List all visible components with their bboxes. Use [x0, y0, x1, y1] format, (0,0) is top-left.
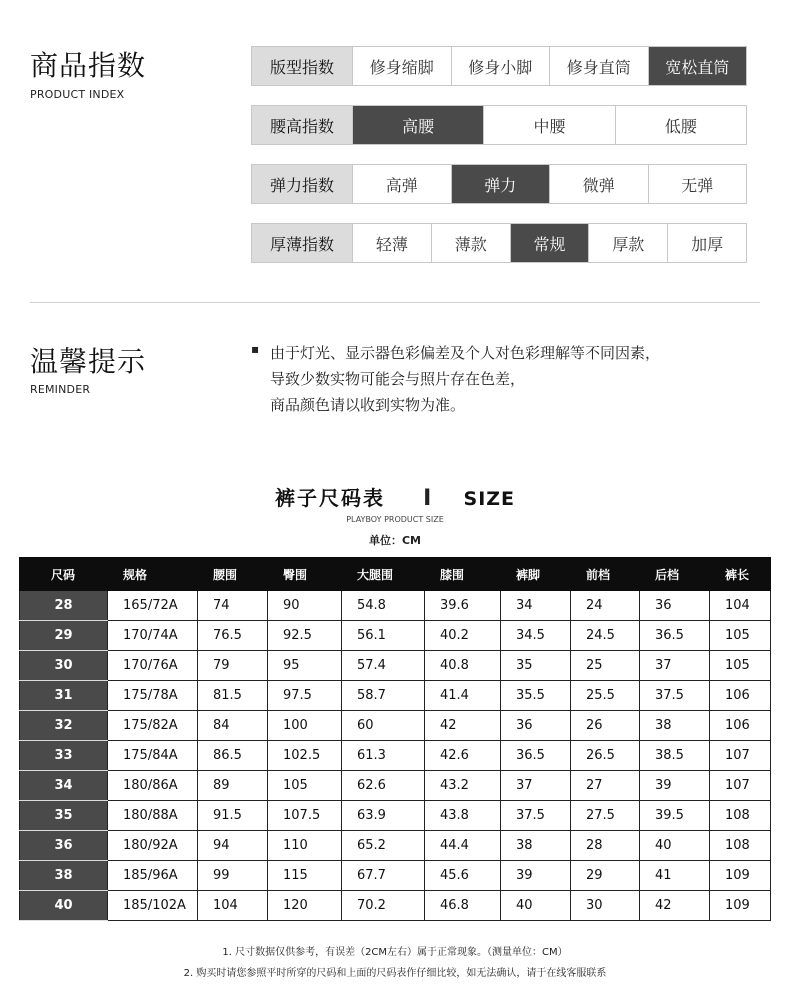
table-cell: 170/76A: [108, 651, 198, 681]
table-cell: 36: [640, 591, 710, 621]
table-cell: 106: [710, 681, 771, 711]
index-option-selected: 弹力: [451, 165, 550, 203]
table-cell: 109: [710, 891, 771, 921]
table-cell: 104: [198, 891, 268, 921]
table-cell: 180/86A: [108, 771, 198, 801]
table-cell: 35.5: [501, 681, 571, 711]
table-row: [20, 741, 771, 771]
table-cell: 30: [571, 891, 640, 921]
table-cell: 107.5: [268, 801, 342, 831]
table-cell: 25.5: [571, 681, 640, 711]
unit-label: 单位：CM: [368, 534, 422, 547]
table-cell: 95: [268, 651, 342, 681]
index-option-selected: 宽松直筒: [648, 47, 747, 85]
table-cell: 185/96A: [108, 861, 198, 891]
table-cell: 27: [571, 771, 640, 801]
table-cell: 90: [268, 591, 342, 621]
reminder-title: 温馨提示: [30, 345, 147, 378]
table-row: [20, 831, 771, 861]
index-option: 薄款: [431, 224, 510, 262]
table-cell: 105: [710, 651, 771, 681]
size-code-cell: 34: [20, 771, 108, 801]
index-row-label: 厚薄指数: [252, 224, 352, 262]
index-row: [251, 105, 747, 145]
table-row: [20, 891, 771, 921]
table-cell: 39: [640, 771, 710, 801]
table-cell: 37.5: [640, 681, 710, 711]
table-cell: 92.5: [268, 621, 342, 651]
table-cell: 58.7: [342, 681, 425, 711]
table-cell: 46.8: [425, 891, 501, 921]
table-cell: 43.2: [425, 771, 501, 801]
column-header: 规格: [108, 558, 198, 591]
size-code-cell: 32: [20, 711, 108, 741]
index-option: 修身直筒: [549, 47, 648, 85]
size-code-cell: 30: [20, 651, 108, 681]
table-cell: 99: [198, 861, 268, 891]
table-row: [20, 591, 771, 621]
table-cell: 24: [571, 591, 640, 621]
table-row: [20, 711, 771, 741]
table-row: [20, 771, 771, 801]
table-row: [20, 651, 771, 681]
table-cell: 38.5: [640, 741, 710, 771]
table-cell: 104: [710, 591, 771, 621]
table-cell: 74: [198, 591, 268, 621]
table-cell: 39.6: [425, 591, 501, 621]
table-cell: 38: [640, 711, 710, 741]
table-cell: 29: [571, 861, 640, 891]
table-cell: 109: [710, 861, 771, 891]
table-cell: 110: [268, 831, 342, 861]
table-cell: 44.4: [425, 831, 501, 861]
table-cell: 39.5: [640, 801, 710, 831]
index-option: 修身小脚: [451, 47, 550, 85]
index-option-selected: 高腰: [352, 106, 483, 144]
table-cell: 61.3: [342, 741, 425, 771]
reminder-text: [270, 340, 660, 418]
table-row: [20, 801, 771, 831]
table-cell: 76.5: [198, 621, 268, 651]
table-cell: 36.5: [501, 741, 571, 771]
table-cell: 175/78A: [108, 681, 198, 711]
table-cell: 175/84A: [108, 741, 198, 771]
column-header: 臀围: [268, 558, 342, 591]
table-cell: 60: [342, 711, 425, 741]
index-option: 低腰: [615, 106, 746, 144]
index-row-label: 腰高指数: [252, 106, 352, 144]
index-option: 微弹: [549, 165, 648, 203]
index-option: 中腰: [483, 106, 614, 144]
column-header: 裤脚: [501, 558, 571, 591]
product-index-subtitle: PRODUCT INDEX: [30, 88, 125, 101]
table-cell: 65.2: [342, 831, 425, 861]
table-cell: 40.2: [425, 621, 501, 651]
table-cell: 40: [501, 891, 571, 921]
table-cell: 35: [501, 651, 571, 681]
table-cell: 27.5: [571, 801, 640, 831]
table-cell: 40.8: [425, 651, 501, 681]
index-option: 无弹: [648, 165, 747, 203]
index-option: 轻薄: [352, 224, 431, 262]
table-cell: 25: [571, 651, 640, 681]
size-note-2: 2. 购买时请您参照平时所穿的尺码和上面的尺码表作仔细比较，如无法确认，请于在线客服联系: [183, 968, 607, 979]
table-cell: 38: [501, 831, 571, 861]
size-code-cell: 38: [20, 861, 108, 891]
table-row: [20, 681, 771, 711]
reminder-subtitle: REMINDER: [30, 383, 91, 396]
size-code-cell: 35: [20, 801, 108, 831]
table-cell: 107: [710, 771, 771, 801]
table-cell: 26.5: [571, 741, 640, 771]
title-separator: I: [423, 486, 432, 511]
table-cell: 24.5: [571, 621, 640, 651]
table-cell: 37: [501, 771, 571, 801]
table-cell: 62.6: [342, 771, 425, 801]
index-row-label: 弹力指数: [252, 165, 352, 203]
table-cell: 185/102A: [108, 891, 198, 921]
size-chart-heading: [0, 482, 790, 511]
table-cell: 106: [710, 711, 771, 741]
table-cell: 36: [501, 711, 571, 741]
table-cell: 91.5: [198, 801, 268, 831]
table-cell: 54.8: [342, 591, 425, 621]
index-row-label: 版型指数: [252, 47, 352, 85]
table-cell: 34: [501, 591, 571, 621]
section-divider: [30, 302, 760, 303]
table-cell: 89: [198, 771, 268, 801]
table-row: [20, 861, 771, 891]
table-cell: 175/82A: [108, 711, 198, 741]
index-option: 加厚: [667, 224, 746, 262]
table-cell: 79: [198, 651, 268, 681]
table-cell: 45.6: [425, 861, 501, 891]
column-header: 腰围: [198, 558, 268, 591]
table-cell: 40: [640, 831, 710, 861]
reminder-line: 导致少数实物可能会与照片存在色差，: [270, 370, 526, 388]
column-header: 裤长: [710, 558, 771, 591]
table-cell: 105: [268, 771, 342, 801]
table-row: [20, 621, 771, 651]
table-cell: 86.5: [198, 741, 268, 771]
table-cell: 34.5: [501, 621, 571, 651]
table-cell: 165/72A: [108, 591, 198, 621]
reminder-line: 由于灯光、显示器色彩偏差及个人对色彩理解等不同因素，: [270, 344, 661, 362]
table-cell: 70.2: [342, 891, 425, 921]
table-cell: 108: [710, 801, 771, 831]
table-cell: 115: [268, 861, 342, 891]
table-cell: 57.4: [342, 651, 425, 681]
column-header: 大腿围: [342, 558, 425, 591]
table-cell: 28: [571, 831, 640, 861]
brand-line: PLAYBOY PRODUCT SIZE: [346, 515, 444, 524]
table-cell: 108: [710, 831, 771, 861]
size-code-cell: 40: [20, 891, 108, 921]
table-cell: 36.5: [640, 621, 710, 651]
table-cell: 170/74A: [108, 621, 198, 651]
size-table: [19, 557, 771, 921]
table-cell: 105: [710, 621, 771, 651]
size-code-cell: 33: [20, 741, 108, 771]
table-cell: 63.9: [342, 801, 425, 831]
table-cell: 43.8: [425, 801, 501, 831]
size-code-cell: 36: [20, 831, 108, 861]
table-cell: 81.5: [198, 681, 268, 711]
table-cell: 39: [501, 861, 571, 891]
table-cell: 180/88A: [108, 801, 198, 831]
column-header: 后档: [640, 558, 710, 591]
index-row: [251, 223, 747, 263]
table-cell: 26: [571, 711, 640, 741]
table-cell: 94: [198, 831, 268, 861]
size-code-cell: 29: [20, 621, 108, 651]
reminder-line: 商品颜色请以收到实物为准。: [270, 396, 466, 414]
size-code-cell: 28: [20, 591, 108, 621]
product-index-title: 商品指数: [30, 49, 147, 82]
column-header: 尺码: [20, 558, 108, 591]
table-cell: 102.5: [268, 741, 342, 771]
index-row: [251, 164, 747, 204]
index-option: 厚款: [588, 224, 667, 262]
table-cell: 37.5: [501, 801, 571, 831]
column-header: 前档: [571, 558, 640, 591]
index-row: [251, 46, 747, 86]
table-cell: 180/92A: [108, 831, 198, 861]
table-cell: 42: [425, 711, 501, 741]
size-table-header: [20, 558, 771, 591]
table-cell: 42.6: [425, 741, 501, 771]
table-cell: 97.5: [268, 681, 342, 711]
reminder-bullet: ▪: [251, 342, 260, 356]
size-chart-title: 裤子尺码表: [274, 486, 385, 510]
table-cell: 120: [268, 891, 342, 921]
table-cell: 56.1: [342, 621, 425, 651]
column-header: 膝围: [425, 558, 501, 591]
table-cell: 100: [268, 711, 342, 741]
table-cell: 41.4: [425, 681, 501, 711]
table-cell: 67.7: [342, 861, 425, 891]
size-note-1: 1. 尺寸数据仅供参考，有误差（2CM左右）属于正常现象。（测量单位：CM）: [222, 947, 568, 958]
table-cell: 84: [198, 711, 268, 741]
size-chart-title-en: SIZE: [463, 488, 516, 510]
index-option: 修身缩脚: [352, 47, 451, 85]
table-cell: 107: [710, 741, 771, 771]
size-code-cell: 31: [20, 681, 108, 711]
index-option-selected: 常规: [510, 224, 589, 262]
table-cell: 37: [640, 651, 710, 681]
table-cell: 42: [640, 891, 710, 921]
table-cell: 41: [640, 861, 710, 891]
index-option: 高弹: [352, 165, 451, 203]
